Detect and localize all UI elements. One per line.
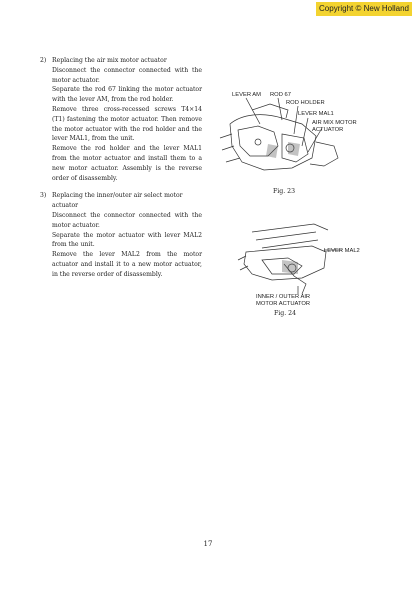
label-air-mix-line2: ACTUATOR bbox=[312, 127, 344, 133]
paragraph: Remove the lever MAL2 from the motor actuator and install it to a new motor actuator, in the reverse order of disassembly. bbox=[52, 251, 202, 278]
label-air-mix-line1: AIR MIX MOTOR bbox=[312, 120, 357, 126]
text-column bbox=[40, 56, 202, 288]
section-body bbox=[52, 66, 202, 184]
label-rod-67: ROD 67 bbox=[270, 92, 291, 98]
section-body bbox=[52, 211, 202, 280]
figure-23 bbox=[212, 84, 372, 184]
paragraph: Disconnect the connector connected with the motor actuator. bbox=[52, 66, 202, 84]
paragraph: Disconnect the connector connected with the motor actuator. bbox=[52, 211, 202, 229]
figure-23-illustration bbox=[212, 84, 372, 184]
label-lever-mal1: LEVER MAL1 bbox=[298, 111, 334, 117]
label-lever-am: LEVER AM bbox=[232, 92, 261, 98]
section-title: Replacing the inner/outer air select motor actuator bbox=[52, 192, 183, 210]
paragraph: Remove three cross-recessed screws T4×14 (T1) fastening the motor actuator. Then remove the motor actuator with the rod holder and the lever MAL1, from the unit. bbox=[52, 105, 202, 143]
paragraph: Remove the rod holder and the lever MAL1 from the motor actuator and install them to a new motor actuator. Assembly is the reverse order of disassembly. bbox=[52, 145, 202, 182]
label-inner-outer-line2: MOTOR ACTUATOR bbox=[256, 301, 311, 307]
paragraph: Separate the motor actuator with lever MAL2 from the unit. bbox=[52, 231, 202, 249]
section-inner-outer bbox=[40, 191, 202, 279]
figure-24-illustration bbox=[232, 220, 372, 308]
label-rod-holder: ROD HOLDER bbox=[286, 100, 325, 106]
figure-23-caption: Fig. 23 bbox=[272, 188, 296, 195]
page-number: 17 bbox=[203, 540, 213, 548]
label-lever-mal2: LEVER MAL2 bbox=[324, 248, 360, 254]
section-number: 3) bbox=[40, 192, 47, 200]
label-inner-outer-line1: INNER / OUTER AIR bbox=[256, 294, 311, 300]
section-air-mix bbox=[40, 56, 202, 183]
figure-24 bbox=[232, 220, 372, 308]
copyright-banner: Copyright © New Holland bbox=[316, 2, 412, 16]
section-title: Replacing the air mix motor actuator bbox=[52, 57, 167, 64]
paragraph: Separate the rod 67 linking the motor actuator with the lever AM, from the rod holder. bbox=[52, 86, 202, 104]
section-number: 2) bbox=[40, 57, 47, 64]
figure-24-caption: Fig. 24 bbox=[273, 310, 297, 317]
